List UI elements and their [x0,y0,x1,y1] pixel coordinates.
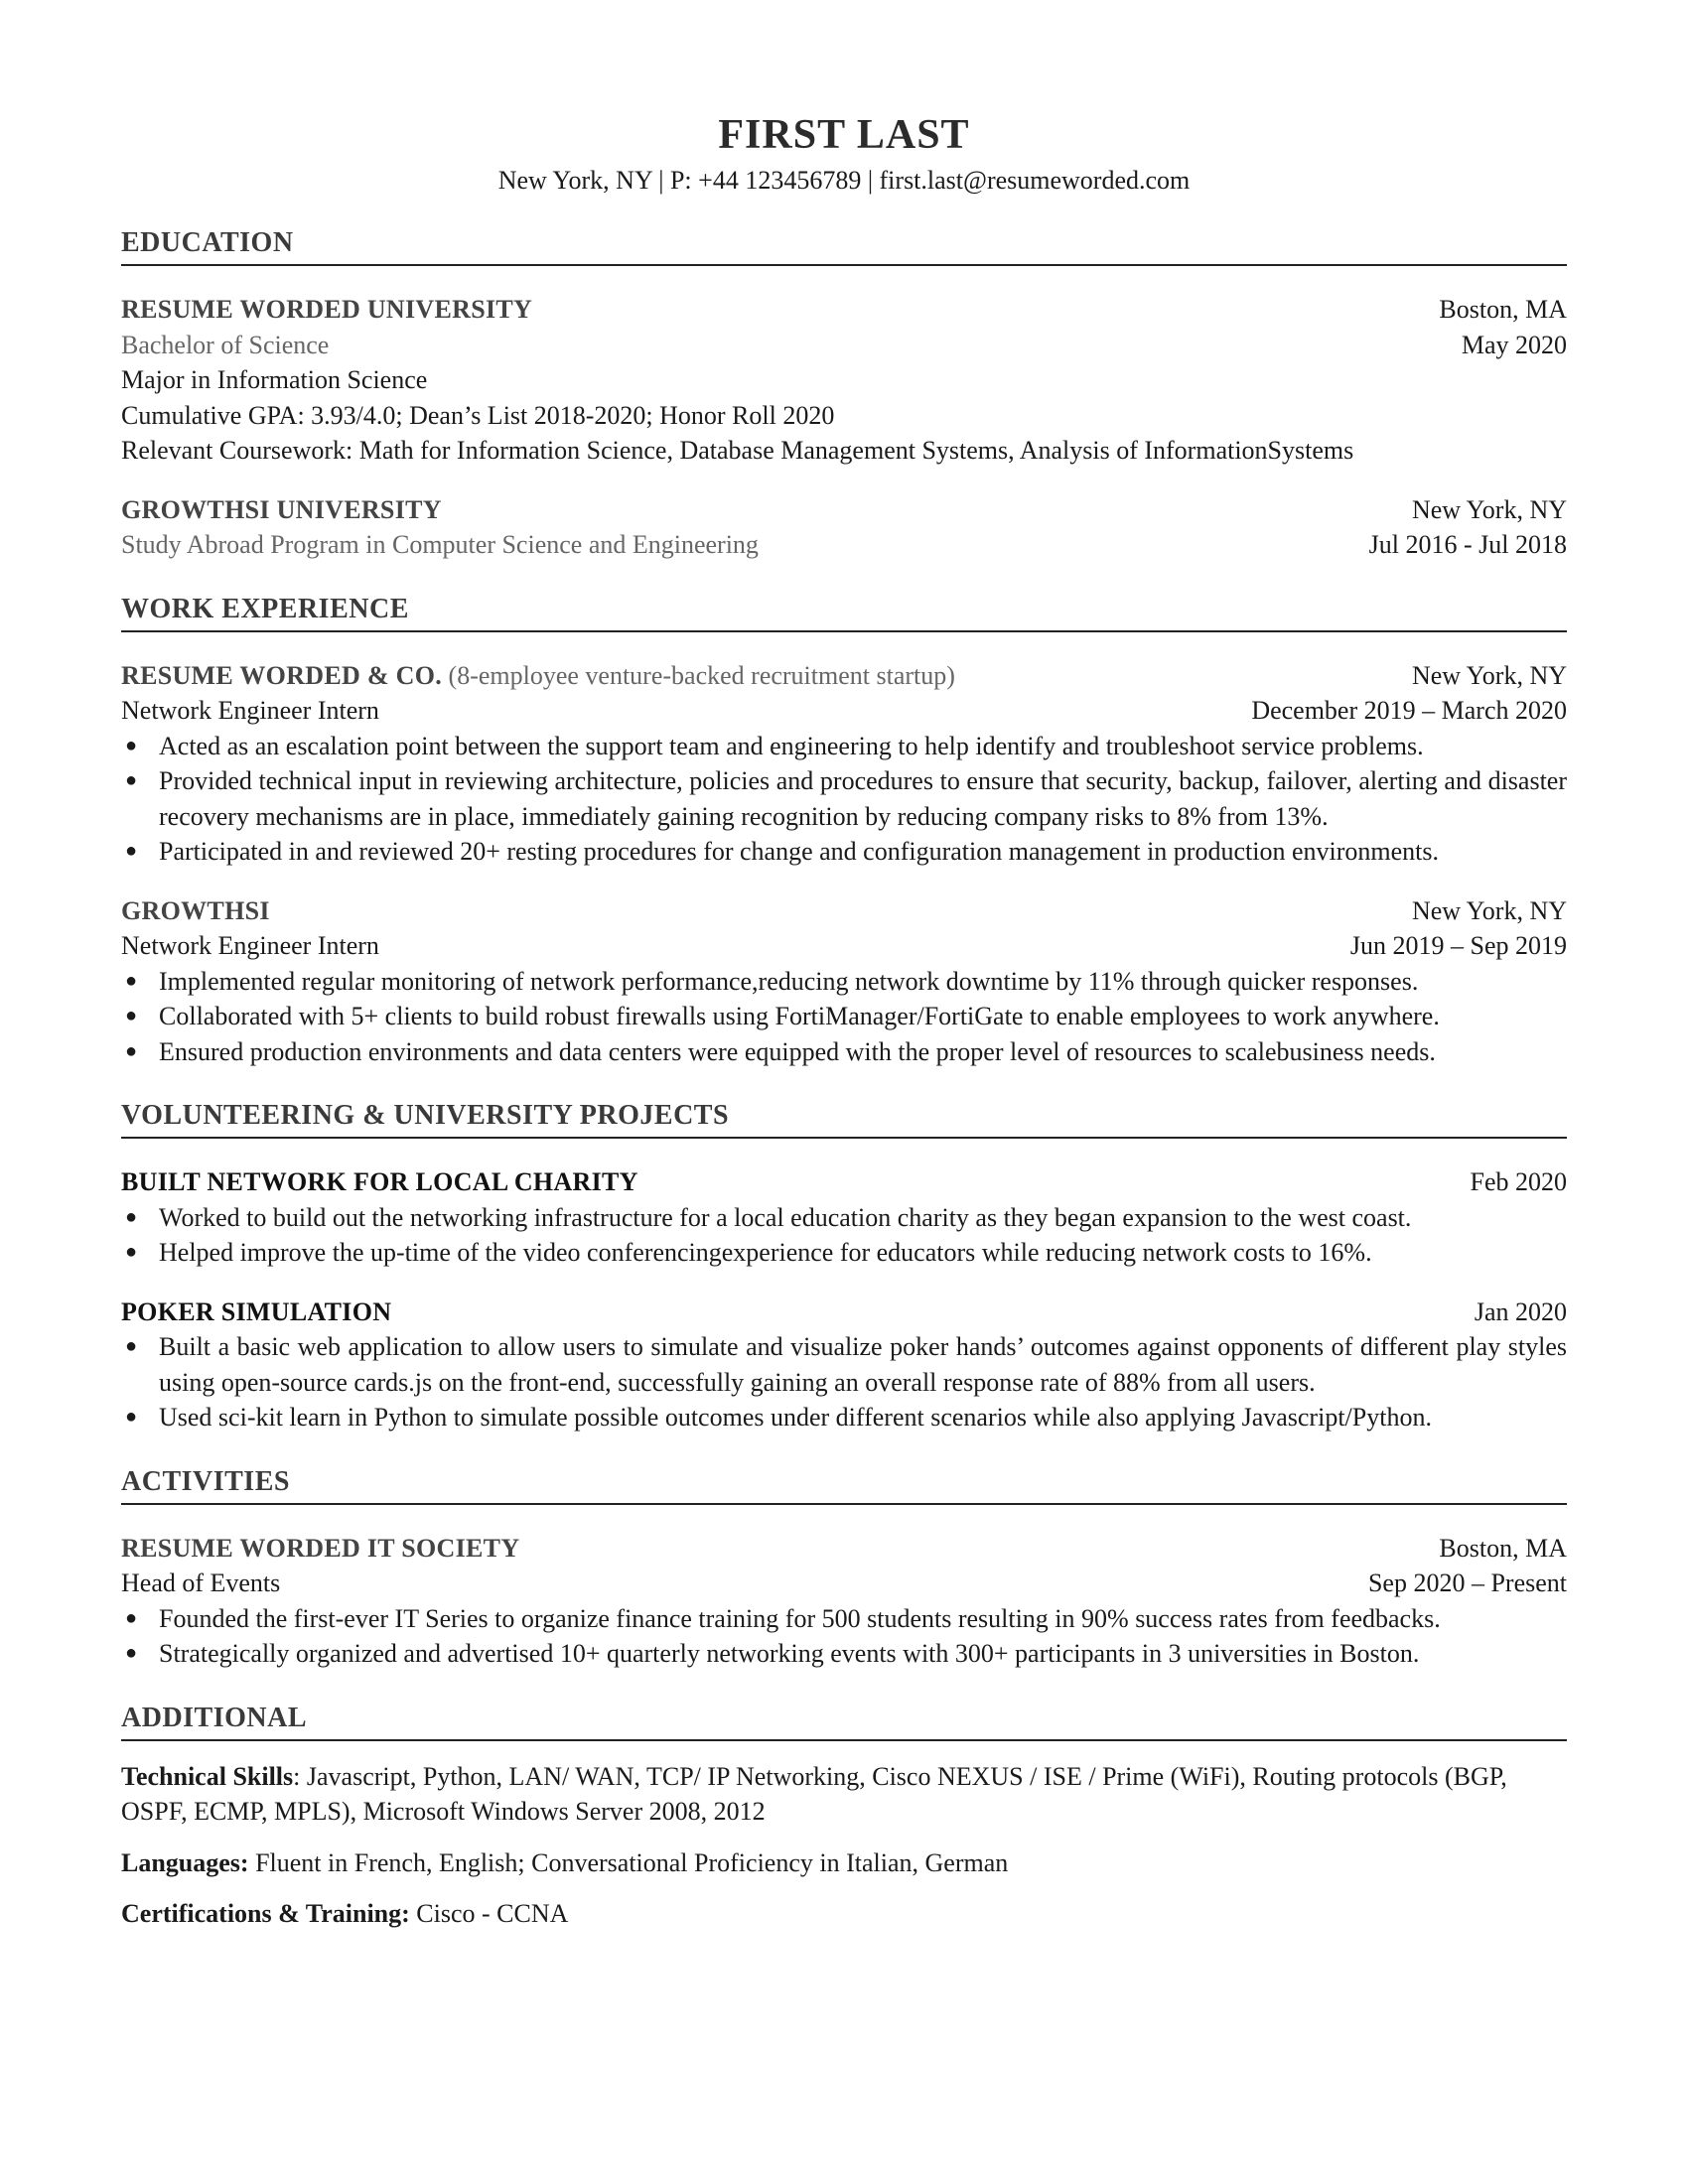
location: New York, NY [1411,660,1567,690]
education-entry [121,292,1567,469]
job-title: Network Engineer Intern [121,696,379,725]
item-label: Certifications & Training: [121,1899,410,1928]
bullet-item: ● Participated in and reviewed 20+ resting procedures for change and configuration management in production environments. [121,834,1567,870]
date: Jan 2020 [1474,1297,1567,1326]
location: Boston, MA [1439,295,1567,324]
item-separator: : [293,1761,307,1791]
section-title: EDUCATION [121,226,1567,266]
additional-section [121,1702,1567,1932]
job-title: Network Engineer Intern [121,931,379,960]
section-title: ADDITIONAL [121,1702,1567,1741]
project-name: POKER SIMULATION [121,1297,392,1326]
languages [121,1845,1567,1881]
item-text: Javascript, Python, LAN/ WAN, TCP/ IP Networking, Cisco NEXUS / ISE / Prime (WiFi), Routing protocols (BGP, OSPF, ECMP, MPLS), Microsoft Windows Server 2008, 2012 [121,1761,1507,1826]
certifications [121,1896,1567,1932]
section-title: ACTIVITIES [121,1465,1567,1505]
bullet-item: ● Used sci-kit learn in Python to simulate possible outcomes under different scenarios while also applying Javascript/Python. [121,1400,1567,1435]
location: New York, NY [1411,494,1567,524]
bullet-list [121,1200,1567,1271]
bullet-item: ● Ensured production environments and data centers were equipped with the proper level of resources to scalebusiness needs. [121,1034,1567,1070]
company-note: (8-employee venture-backed recruitment startup) [448,660,955,690]
project-name: BUILT NETWORK FOR LOCAL CHARITY [121,1167,638,1196]
section-title: WORK EXPERIENCE [121,593,1567,632]
company-name: GROWTHSI [121,895,270,925]
education-detail: Cumulative GPA: 3.93/4.0; Dean’s List 2018-2020; Honor Roll 2020 [121,400,835,430]
bullet-item: ● Worked to build out the networking infrastructure for a local education charity as they began expansion to the west coast. [121,1200,1567,1236]
date: Jul 2016 - Jul 2018 [1368,530,1567,559]
candidate-name: FIRST LAST [718,112,970,158]
degree: Bachelor of Science [121,330,330,359]
item-text: Cisco - CCNA [416,1899,569,1928]
role-title: Head of Events [121,1569,281,1597]
bullet-list [121,964,1567,1070]
technical-skills [121,1759,1567,1830]
work-section [121,593,1567,1070]
institution-name: GROWTHSI UNIVERSITY [121,494,442,524]
education-section [121,226,1567,563]
bullet-item: ● Strategically organized and advertised 10+ quarterly networking events with 300+ participants in 3 universities in Boston. [121,1636,1567,1672]
company-name: RESUME WORDED & CO. [121,660,443,690]
bullet-list [121,729,1567,870]
education-entry [121,492,1567,563]
item-label: Languages: [121,1847,249,1877]
work-entry [121,893,1567,1070]
bullet-item: ● Provided technical input in reviewing architecture, policies and procedures to ensure that security, backup, failover, alerting and disaster recovery mechanisms are in place, immediately gaining recognition by reducing company risks to 8% from 13%. [121,763,1567,834]
education-detail: Major in Information Science [121,365,428,394]
activities-section [121,1465,1567,1672]
bullet-item: ● Acted as an escalation point between the support team and engineering to help identify and troubleshoot service problems. [121,729,1567,764]
project-entry [121,1164,1567,1271]
work-entry [121,658,1567,870]
bullet-list [121,1329,1567,1435]
project-entry [121,1295,1567,1435]
location: New York, NY [1411,895,1567,925]
item-text: Fluent in French, English; Conversational Proficiency in Italian, German [255,1847,1009,1877]
date: Sep 2020 – Present [1367,1569,1567,1597]
bullet-item: ● Built a basic web application to allow users to simulate and visualize poker hands’ outcomes against opponents of different play styles using open-source cards.js on the front-end, successfully gaining an overall response rate of 88% from all users. [121,1329,1567,1400]
degree: Study Abroad Program in Computer Science and Engineering [121,530,759,559]
section-title: VOLUNTEERING & UNIVERSITY PROJECTS [121,1099,1567,1139]
projects-section [121,1099,1567,1435]
item-label: Technical Skills [121,1761,294,1791]
date: May 2020 [1461,330,1567,359]
education-detail: Relevant Coursework: Math for Information Science, Database Management Systems, Analysis of InformationSystems [121,436,1354,465]
contact-line: New York, NY | P: +44 123456789 | first.last@resumeworded.com [497,166,1191,195]
institution-name: RESUME WORDED UNIVERSITY [121,295,533,324]
bullet-item: ● Helped improve the up-time of the video conferencingexperience for educators while reducing network costs to 16%. [121,1235,1567,1271]
organization-name: RESUME WORDED IT SOCIETY [121,1533,520,1563]
bullet-item: ● Founded the first-ever IT Series to organize finance training for 500 students resulting in 90% success rates from feedbacks. [121,1601,1567,1637]
location: Boston, MA [1439,1533,1567,1563]
bullet-list [121,1601,1567,1672]
activity-entry [121,1531,1567,1672]
bullet-item: ● Implemented regular monitoring of network performance,reducing network downtime by 11% through quicker responses. [121,964,1567,1000]
date: Feb 2020 [1470,1167,1567,1196]
date: Jun 2019 – Sep 2019 [1349,931,1567,960]
date: December 2019 – March 2020 [1251,696,1567,725]
bullet-item: ● Collaborated with 5+ clients to build robust firewalls using FortiManager/FortiGate to enable employees to work anywhere. [121,999,1567,1034]
